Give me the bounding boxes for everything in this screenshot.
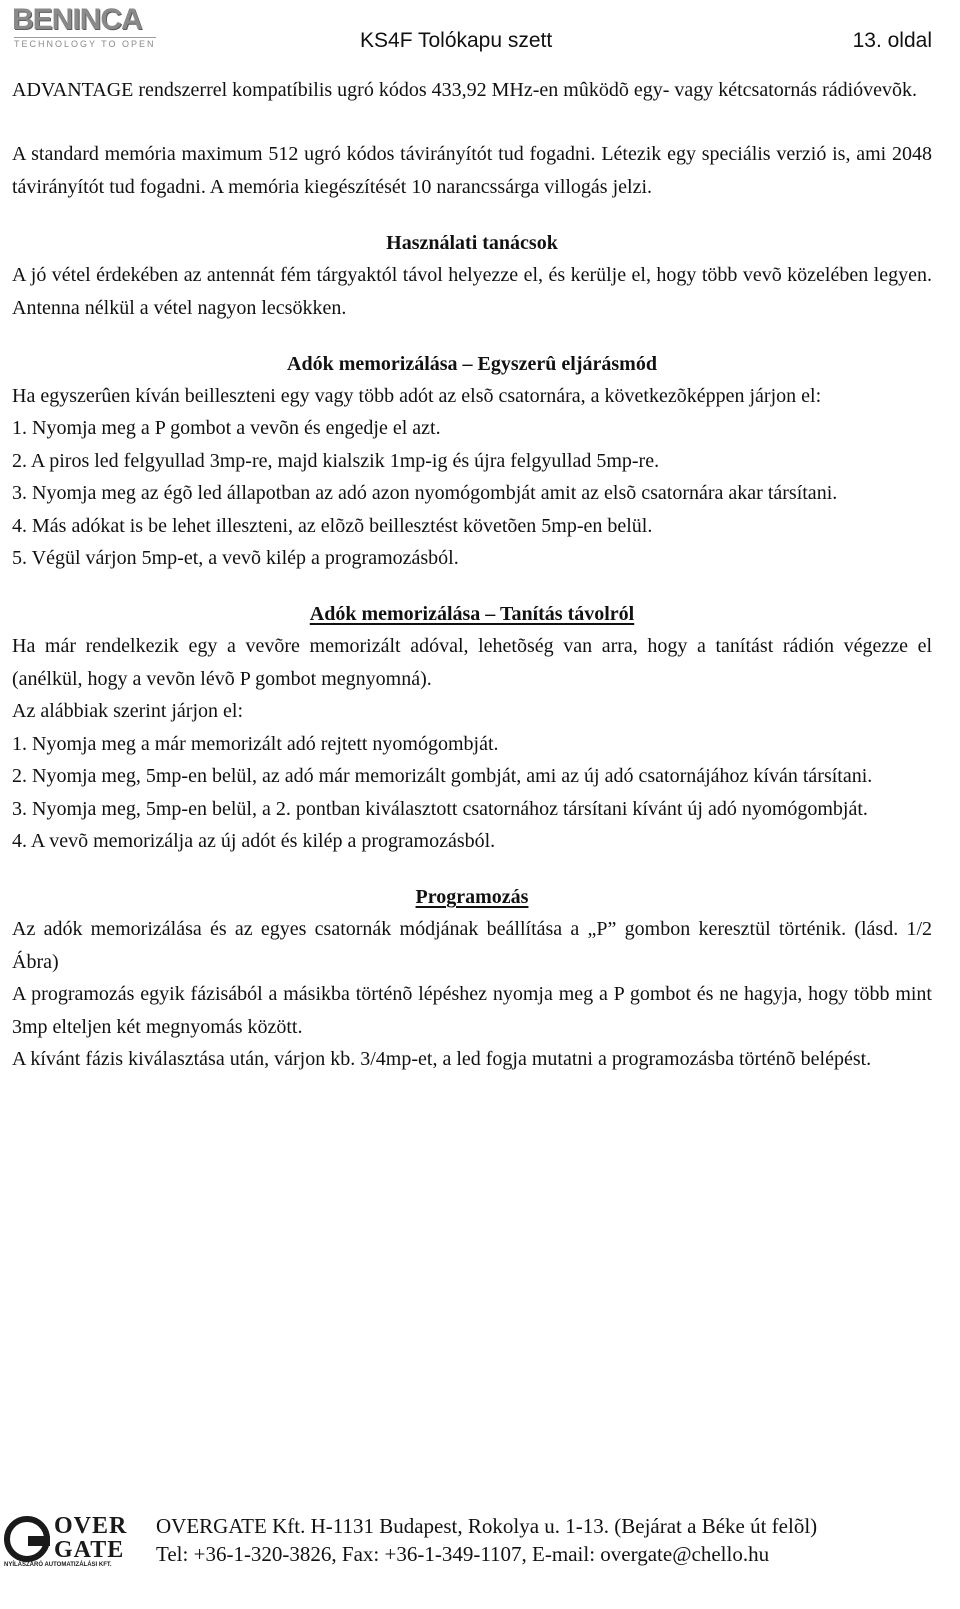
section-paragraph: Az alábbiak szerint járjon el:	[12, 700, 244, 723]
section-paragraph: Ha egyszerûen kíván beilleszteni egy vagy több adót az elsõ csatornára, a következõképpen járjon el:	[12, 385, 822, 408]
list-item: 3. Nyomja meg az égõ led állapotban az adó azon nyomógombját amit az elsõ csatornára akar társítani.	[12, 482, 838, 505]
overgate-logo-gate: GATE	[54, 1537, 125, 1563]
overgate-logo	[4, 1508, 134, 1608]
list-item: 4. Más adókat is be lehet illeszteni, az elõzõ beillesztést követõen 5mp-en belül.	[12, 514, 653, 537]
page-number: 13. oldal	[852, 29, 932, 52]
section-paragraph: A programozás egyik fázisából a másikba történõ lépéshez nyomja meg a P gombot és ne hagyja, hogy több mint 3mp elteljen két megnyomás között.	[12, 983, 932, 1038]
section-paragraph: A kívánt fázis kiválasztása után, várjon kb. 3/4mp-et, a led fogja mutatni a programozásba történõ belépést.	[12, 1047, 872, 1070]
overgate-logo-over: OVER	[54, 1513, 128, 1539]
list-item: 1. Nyomja meg a már memorizált adó rejtett nyomógombját.	[12, 732, 499, 755]
section-heading-remote-teaching: Adók memorizálása – Tanítás távolról	[309, 603, 635, 626]
list-item: 1. Nyomja meg a P gombot a vevõn és engedje el azt.	[12, 417, 441, 440]
overgate-logo-tagline: NYÍLÁSZÁRÓ AUTOMATIZÁLÁSI KFT.	[4, 1562, 112, 1568]
beninca-logo-tagline: TECHNOLOGY TO OPEN	[14, 39, 156, 49]
document-title: KS4F Tolókapu szett	[360, 29, 553, 52]
section-paragraph: A jó vétel érdekében az antennát fém tárgyaktól távol helyezze el, és kerülje el, hogy több vevõ közelében legyen. Antenna nélkül a vétel nagyon lecsökken.	[12, 264, 932, 319]
intro-paragraph: ADVANTAGE rendszerrel kompatíbilis ugró kódos 433,92 MHz-en mûködõ egy- vagy kétcsatornás rádióvevõk.	[12, 79, 918, 101]
section-heading-usage-tips: Használati tanácsok	[386, 232, 558, 255]
list-item: 5. Végül várjon 5mp-et, a vevõ kilép a programozásból.	[12, 547, 459, 570]
footer-address: OVERGATE Kft. H-1131 Budapest, Rokolya u. 1-13. (Bejárat a Béke út felõl)	[156, 1514, 818, 1538]
overgate-g-icon	[4, 1516, 50, 1562]
list-item: 3. Nyomja meg, 5mp-en belül, a 2. pontban kiválasztott csatornához társítani kívánt új adó nyomógombját.	[12, 797, 868, 820]
section-heading-simple-memorization: Adók memorizálása – Egyszerû eljárásmód	[287, 353, 657, 376]
beninca-logo-word: BENINCA	[12, 3, 142, 36]
list-item: 4. A vevõ memorizálja az új adót és kilép a programozásból.	[12, 829, 496, 852]
page-header	[0, 0, 960, 56]
intro-paragraph: A standard memória maximum 512 ugró kódos távirányítót tud fogadni. Létezik egy speciális verzió is, ami 2048 távirányítót tud fogadni. A memória kiegészítését 10 narancssárga villogás jelzi.	[12, 143, 932, 198]
list-item: 2. A piros led felgyullad 3mp-re, majd kialszik 1mp-ig és újra felgyullad 5mp-re.	[12, 449, 660, 472]
section-paragraph: Az adók memorizálása és az egyes csatornák módjának beállítása a „P” gombon keresztül történik. (lásd. 1/2 Ábra)	[12, 918, 932, 973]
section-paragraph: Ha már rendelkezik egy a vevõre memorizált adóval, lehetõség van arra, hogy a tanítást rádión végezze el (anélkül, hogy a vevõn lévõ P gombot megnyomná).	[12, 635, 932, 690]
section-heading-programming: Programozás	[415, 886, 529, 909]
beninca-logo	[12, 4, 172, 50]
list-item: 2. Nyomja meg, 5mp-en belül, az adó már memorizált gombját, ami az új adó csatornájához kíván társítani.	[12, 765, 873, 788]
page-footer	[0, 1506, 960, 1609]
footer-contact: Tel: +36-1-320-3826, Fax: +36-1-349-1107, E-mail: overgate@chello.hu	[156, 1542, 770, 1566]
document-body	[12, 74, 932, 1075]
